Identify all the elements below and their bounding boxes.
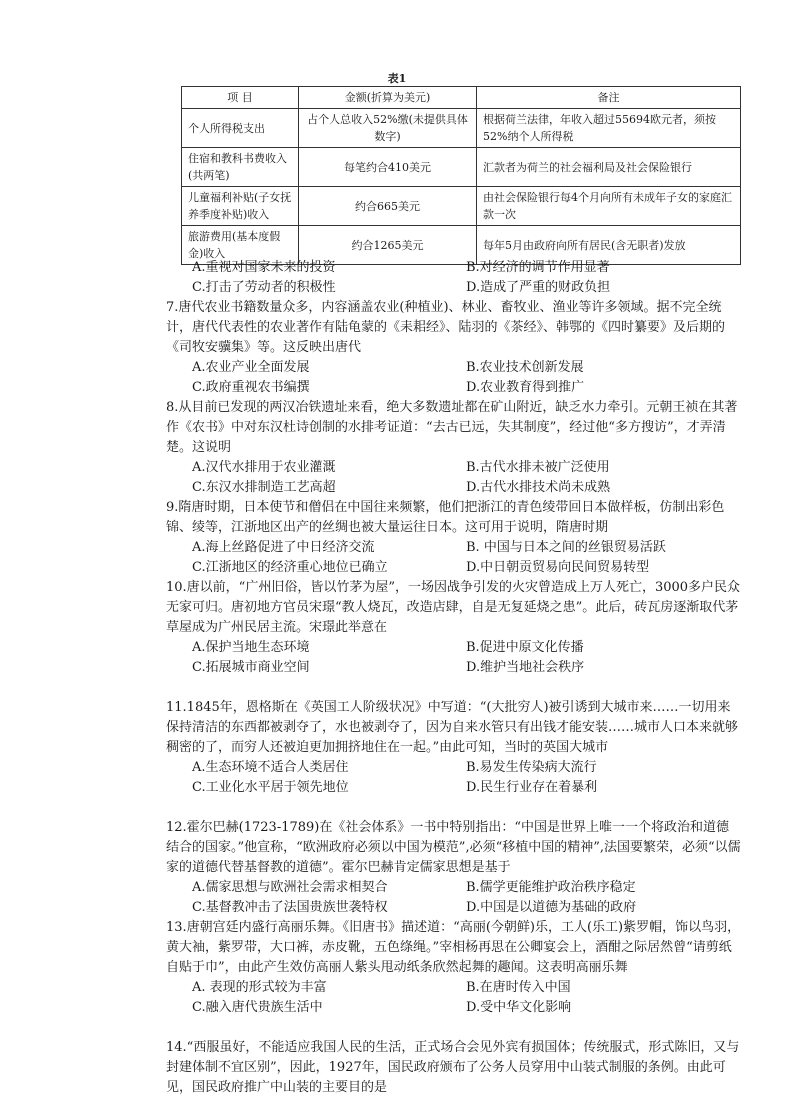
option-b[interactable]: B.易发生传染病大流行: [466, 760, 597, 775]
option-d[interactable]: D.维护当地社会秩序: [466, 660, 585, 675]
table-header-note: 备注: [477, 87, 741, 109]
table-cell-item: 旅游费用(基本度假金)收入: [182, 226, 299, 265]
option-row: [166, 458, 741, 478]
table-cell-note: 由社会保险银行每4个月向所有未成年子女的家庭汇款一次: [477, 187, 741, 226]
option-row: [166, 978, 741, 998]
option-row: [166, 998, 741, 1018]
option-row: [166, 758, 741, 778]
option-c[interactable]: C.东汉水排制造工艺高超: [192, 480, 336, 495]
table-cell-amount: 约合1265美元: [299, 226, 477, 265]
table-row: [182, 187, 741, 226]
table-cell-amount: 占个人总收入52%缴(未提供具体数字): [299, 109, 477, 148]
table-row: [182, 148, 741, 187]
option-d[interactable]: D.中日朝贡贸易向民间贸易转型: [466, 560, 650, 575]
data-table: [181, 86, 741, 265]
question-6: [166, 258, 741, 298]
option-row: [166, 478, 741, 498]
question-7: [166, 298, 741, 398]
option-b[interactable]: B.儒学更能维护政治秩序稳定: [466, 880, 636, 895]
question-stem: 14.“西服虽好，不能适应我国人民的生活，正式场合会见外宾有损国体；传统服式，形式陈旧，又与封建体制不宜区别”，因此，1927年，国民政府颁布了公务人员穿用中山装式制服的条例。由此可见，国民政府推广中山装的主要目的是: [166, 1040, 740, 1095]
option-a[interactable]: A.儒家思想与欧洲社会需求相契合: [192, 880, 388, 895]
table-row: [182, 109, 741, 148]
option-row: [166, 658, 741, 678]
option-row: [166, 538, 741, 558]
option-d[interactable]: D.古代水排技术尚未成熟: [466, 480, 611, 495]
option-c[interactable]: C.基督教冲击了法国贵族世袭特权: [192, 900, 388, 915]
table-cell-amount: 每笔约合410美元: [299, 148, 477, 187]
option-a[interactable]: A.海上丝路促进了中日经济交流: [192, 540, 375, 555]
option-row: [166, 878, 741, 898]
option-a[interactable]: A.重视对国家未来的投资: [192, 260, 336, 275]
option-c[interactable]: C.打击了劳动者的积极性: [192, 280, 336, 295]
option-d[interactable]: D.农业教育得到推广: [466, 380, 585, 395]
option-b[interactable]: B. 中国与日本之间的丝银贸易活跃: [466, 540, 666, 555]
option-b[interactable]: B.农业技术创新发展: [466, 360, 584, 375]
question-stem: 7.唐代农业书籍数量众多，内容涵盖农业(种植业)、林业、畜牧业、渔业等许多领域。据不完全统计，唐代代表性的农业著作有陆龟蒙的《耒耜经》、陆羽的《茶经》、韩鄂的《四时纂要》及后期的《司牧安骥集》等。这反映出唐代: [166, 300, 726, 355]
table-cell-item: 个人所得税支出: [182, 109, 299, 148]
question-stem: 12.霍尔巴赫(1723-1789)在《社会体系》一书中特别指出：“中国是世界上唯一一个将政治和道德结合的国家。”他宣称，“欧洲政府必须以中国为模范”,必须“移植中国的精神”,法国要繁荣，必须“以儒家的道德代替基督教的道德”。霍尔巴赫肯定儒家思想是基于: [166, 820, 741, 875]
option-c[interactable]: C.工业化水平居于领先地位: [192, 780, 349, 795]
table-cell-note: 根据荷兰法律，年收入超过55694欧元者，须按52%纳个人所得税: [477, 109, 741, 148]
option-row: [166, 258, 741, 278]
table-header-amount: 金额(折算为美元): [299, 87, 477, 109]
option-a[interactable]: A.保护当地生态环境: [192, 640, 310, 655]
option-b[interactable]: B.在唐时传入中国: [466, 980, 571, 995]
option-d[interactable]: D.民生行业存在着暴利: [466, 780, 598, 795]
option-row: [166, 778, 741, 798]
question-8: [166, 398, 741, 498]
option-b[interactable]: B.古代水排未被广泛使用: [466, 460, 610, 475]
table-header-item: 项 目: [182, 87, 299, 109]
option-b[interactable]: B.促进中原文化传播: [466, 640, 584, 655]
question-stem: 8.从目前已发现的两汉冶铁遗址来看，绝大多数遗址都在矿山附近，缺乏水力牵引。元朝王祯在其著作《农书》中对东汉杜诗创制的水排考证道：“去古已远，失其制度”，经过他“多方搜访”，才弄清楚。这说明: [166, 400, 738, 455]
table-header-row: [182, 87, 741, 109]
question-stem: 11.1845年，恩格斯在《英国工人阶级状况》中写道：“(大批穷人)被引诱到大城市来……一切用来保持清洁的东西都被剥夺了，水也被剥夺了，因为自来水管只有出钱才能安装……城市人口本来就够稠密的了，而穷人还被迫更加拥挤地住在一起。”由此可知，当时的英国大城市: [166, 700, 739, 755]
option-a[interactable]: A.农业产业全面发展: [192, 360, 310, 375]
option-row: [166, 638, 741, 658]
option-d[interactable]: D.受中华文化影响: [466, 1000, 572, 1015]
option-c[interactable]: C.融入唐代贵族生活中: [192, 1000, 323, 1015]
option-row: [166, 558, 741, 578]
option-c[interactable]: C.江浙地区的经济重心地位已确立: [192, 560, 388, 575]
option-row: [166, 898, 741, 918]
option-a[interactable]: A.汉代水排用于农业灌溉: [192, 460, 336, 475]
question-stem: 9.隋唐时期，日本使节和僧侣在中国往来频繁，他们把浙江的青色绫带回日本做样板，仿制出彩色锦、绫等，江浙地区出产的丝绸也被大量运往日本。这可用于说明，隋唐时期: [166, 500, 725, 535]
question-9: [166, 498, 741, 578]
question-11: [166, 698, 741, 798]
question-14: [166, 1038, 741, 1098]
table-cell-item: 住宿和教科书费收入(共两笔): [182, 148, 299, 187]
option-d[interactable]: D.中国是以道德为基础的政府: [466, 900, 637, 915]
question-stem: 10.唐以前，“广州旧俗，皆以竹茅为屋”，一场因战争引发的火灾曾造成上万人死亡，3000多户民众无家可归。唐初地方官员宋璟“教人烧瓦，改造店肆，自是无复延烧之患”。此后，砖瓦房逐渐取代茅草屋成为广州民居主流。宋璟此举意在: [166, 580, 741, 635]
table-cell-note: 每年5月由政府向所有居民(含无职者)发放: [477, 226, 741, 265]
option-a[interactable]: A. 表现的形式较为丰富: [192, 980, 327, 995]
question-stem: 13.唐朝宫廷内盛行高丽乐舞。《旧唐书》描述道：“高丽(今朝鲜)乐，工人(乐工)紫罗帽，饰以鸟羽，黄大袖，紫罗带，大口裤，赤皮靴，五色绦绳。”宰相杨再思在公卿宴会上，酒酣之际居然曾“请剪纸自贴于巾”，由此产生效仿高丽人紫头甩动纸条欣然起舞的趣闻。这表明高丽乐舞: [166, 920, 741, 975]
question-10: [166, 578, 741, 678]
table-title: 表1: [387, 72, 407, 85]
option-b[interactable]: B.对经济的调节作用显著: [466, 260, 610, 275]
option-c[interactable]: C.拓展城市商业空间: [192, 660, 310, 675]
option-row: [166, 358, 741, 378]
option-row: [166, 278, 741, 298]
question-13: [166, 918, 741, 1018]
table-cell-note: 汇款者为荷兰的社会福利局及社会保险银行: [477, 148, 741, 187]
option-d[interactable]: D.造成了严重的财政负担: [466, 280, 611, 295]
option-a[interactable]: A.生态环境不适合人类居住: [192, 760, 349, 775]
option-row: [166, 378, 741, 398]
question-12: [166, 818, 741, 918]
option-c[interactable]: C.政府重视农书编撰: [192, 380, 310, 395]
table-cell-amount: 约合665美元: [299, 187, 477, 226]
table-cell-item: 儿童福利补贴(子女抚养季度补贴)收入: [182, 187, 299, 226]
